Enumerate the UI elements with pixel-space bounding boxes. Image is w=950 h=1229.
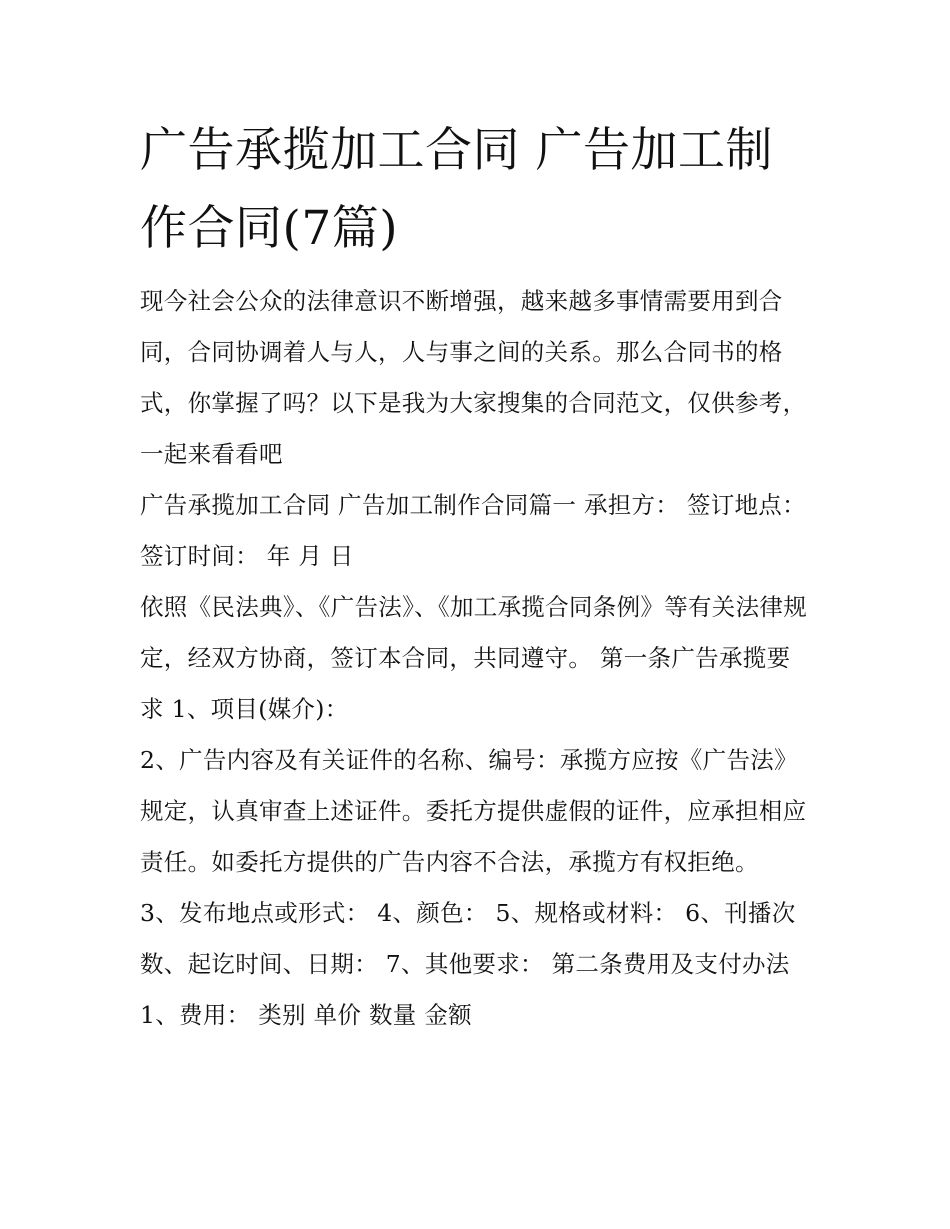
document-title: 广告承揽加工合同 广告加工制作合同(7篇) xyxy=(140,123,773,256)
contract-header-paragraph: 广告承揽加工合同 广告加工制作合同篇一 承担方： 签订地点： 签订时间： 年 月 日 xyxy=(140,491,806,570)
document-page xyxy=(140,112,812,1041)
content-requirements-paragraph: 2、广告内容及有关证件的名称、编号：承揽方应按《广告法》规定，认真审查上述证件。委托方提供虚假的证件，应承担相应责任。如委托方提供的广告内容不合法，承揽方有权拒绝。 xyxy=(140,746,807,876)
legal-basis-paragraph: 依照《民法典》、《广告法》、《加工承揽合同条例》等有关法律规定，经双方协商，签订本合同，共同遵守。 第一条广告承揽要求 1、项目(媒介)： xyxy=(140,593,807,723)
publishing-terms-paragraph: 3、发布地点或形式： 4、颜色： 5、规格或材料： 6、刊播次数、起讫时间、日期： 7、其他要求： 第二条费用及支付办法 1、费用： 类别 单价 数量 金额 xyxy=(140,899,796,1029)
intro-paragraph: 现今社会公众的法律意识不断增强，越来越多事情需要用到合同，合同协调着人与人，人与事之间的关系。那么合同书的格式，你掌握了吗？以下是我为大家搜集的合同范文，仅供参考，一起来看看吧 xyxy=(140,287,807,468)
